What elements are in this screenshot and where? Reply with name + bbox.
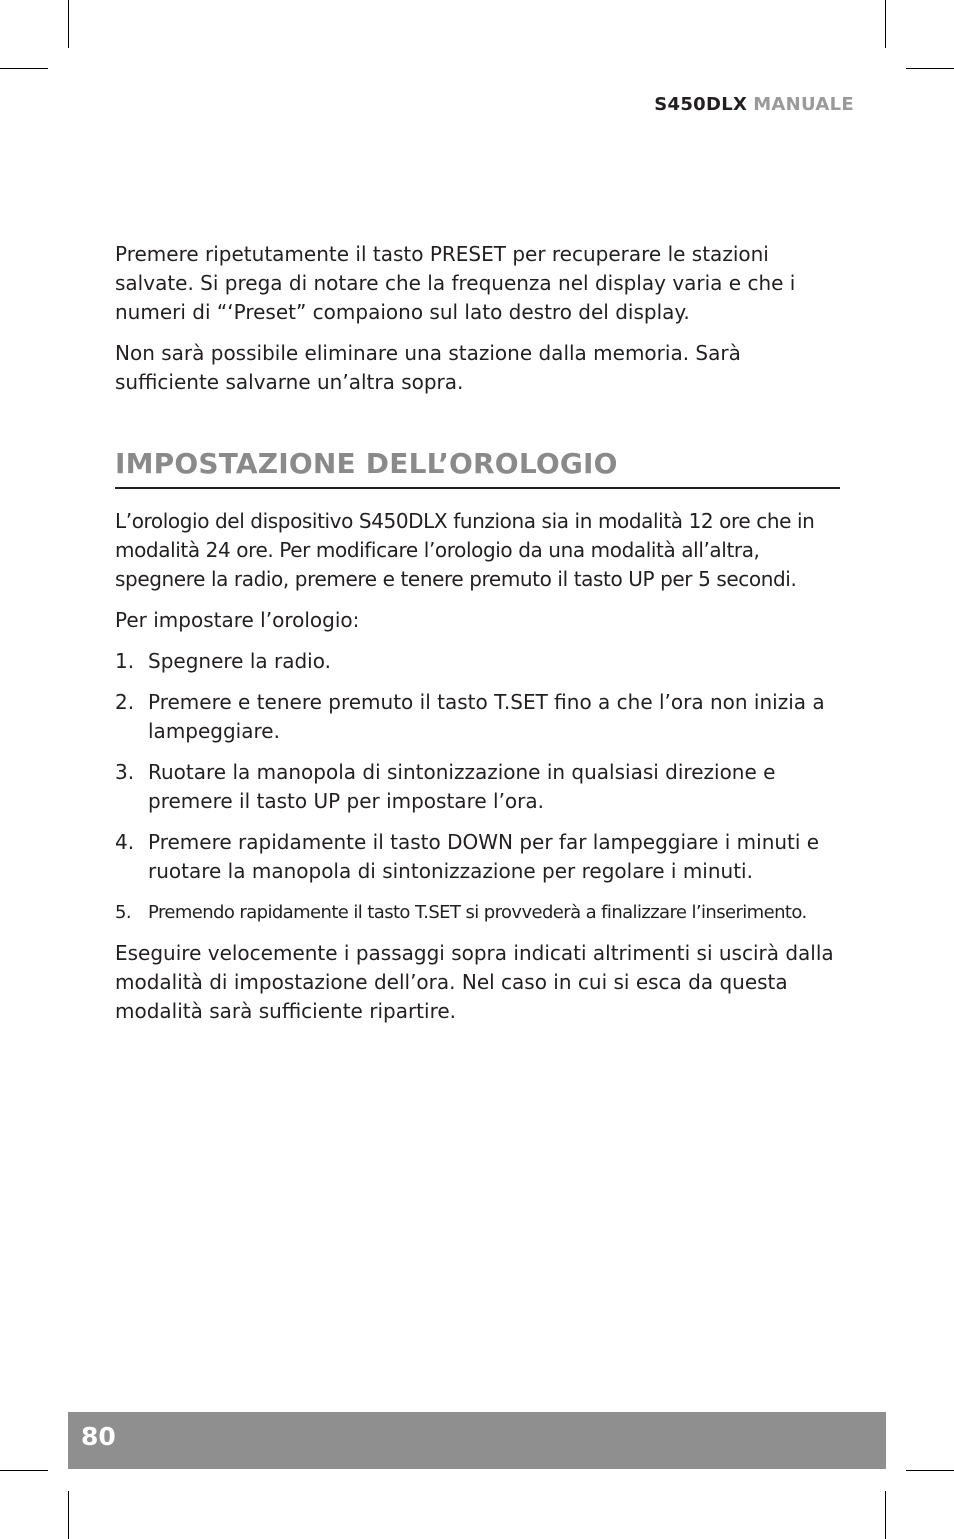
header-model: S450DLX	[654, 94, 748, 115]
crop-mark	[885, 1491, 886, 1539]
list-item-text: Ruotare la manopola di sintonizzazione in qualsiasi direzione e premere il tasto UP per impostare l’ora.	[148, 760, 776, 813]
crop-mark	[68, 0, 69, 48]
crop-mark	[906, 68, 954, 69]
list-item	[115, 898, 840, 927]
intro-paragraph-1: Premere ripetutamente il tasto PRESET per recuperare le stazioni salvate. Si prega di notare che la frequenza nel display varia e che i numeri di “‘Preset” compaiono sul lato destro del display.	[115, 242, 796, 324]
steps-list	[115, 647, 840, 927]
list-item	[115, 688, 840, 746]
footer-bar	[68, 1412, 886, 1469]
list-item-text: Premere e tenere premuto il tasto T.SET fino a che l’ora non inizia a lampeggiare.	[148, 690, 825, 743]
header-manual-label: MANUALE	[753, 94, 854, 115]
list-item-text: Premere rapidamente il tasto DOWN per far lampeggiare i minuti e ruotare la manopola di sintonizzazione per regolare i minuti.	[148, 830, 820, 883]
list-item-text: Spegnere la radio.	[148, 649, 331, 673]
list-item-number: 4.	[115, 830, 135, 854]
list-item-text: Premendo rapidamente il tasto T.SET si provvederà a finalizzare l’inserimento.	[148, 902, 807, 923]
list-item-number: 3.	[115, 760, 135, 784]
crop-mark	[0, 68, 48, 69]
list-item	[115, 828, 840, 886]
section-title: IMPOSTAZIONE DELL’OROLOGIO	[115, 447, 840, 489]
list-item	[115, 647, 840, 676]
crop-mark	[0, 1470, 48, 1471]
list-item-number: 2.	[115, 690, 135, 714]
section-paragraph-3: Eseguire velocemente i passaggi sopra indicati altrimenti si uscirà dalla modalità di impostazione dell’ora. Nel caso in cui si esca da questa modalità sarà sufficiente ripartire.	[115, 941, 834, 1023]
section-paragraph-2: Per impostare l’orologio:	[115, 608, 360, 632]
crop-mark	[906, 1470, 954, 1471]
page-content	[115, 240, 840, 1038]
section-paragraph-1: L’orologio del dispositivo S450DLX funziona sia in modalità 12 ore che in modalità 24 ore. Per modificare l’orologio da una modalità all’altra, spegnere la radio, premere e tenere premuto il tasto UP per 5 secondi.	[115, 509, 815, 591]
intro-paragraph-2: Non sarà possibile eliminare una stazione dalla memoria. Sarà sufficiente salvarne un’altra sopra.	[115, 341, 741, 394]
running-header	[654, 94, 854, 115]
list-item-number: 1.	[115, 649, 135, 673]
crop-mark	[68, 1491, 69, 1539]
page-number: 80	[81, 1422, 116, 1451]
list-item-number: 5.	[115, 902, 131, 923]
crop-mark	[885, 0, 886, 48]
list-item	[115, 758, 840, 816]
